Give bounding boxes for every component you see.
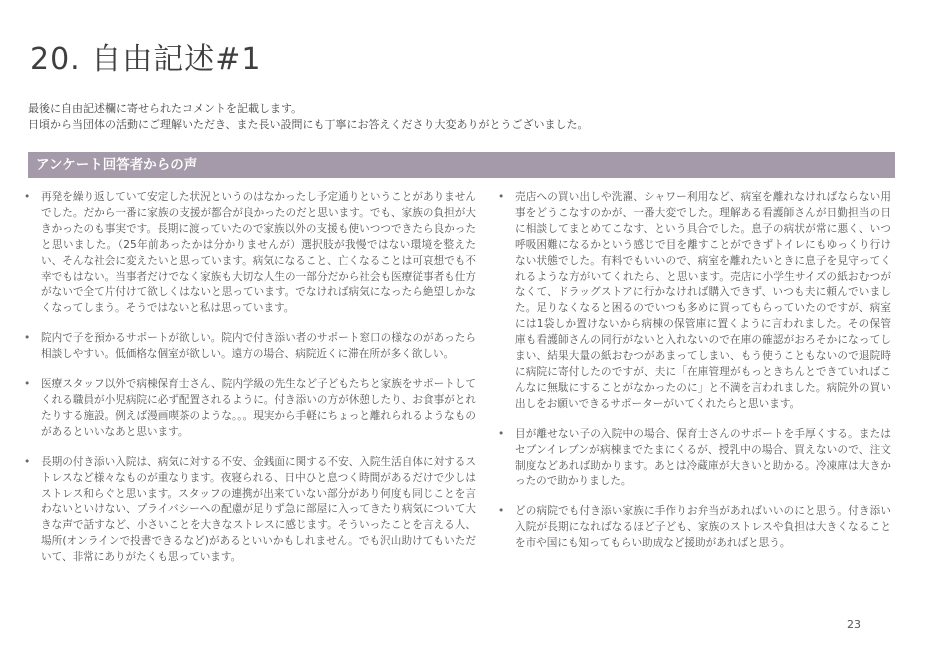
comment-text: 医療スタッフ以外で病棟保育士さん、院内学級の先生など子どもたちと家族をサポートしてくれる職員が小児病院に必ず配置されるように。付き添いの方が休憩したり、お食事がとれたりする施設。例えば漫画喫茶のような。。。現実から手軽にちょっと離れられるようなものがあるといいなあと思います。 [41, 378, 476, 438]
comment-item [498, 190, 891, 413]
intro-text [28, 101, 589, 133]
bullet-icon: • [24, 332, 31, 345]
section-header: アンケート回答者からの声 [28, 152, 895, 178]
bullet-icon: • [498, 427, 505, 440]
intro-line: 最後に自由記述欄に寄せられたコメントを記載します。 [28, 102, 303, 115]
comment-item [24, 377, 476, 441]
comment-item [24, 331, 476, 363]
comment-text: 目が離せない子の入院中の場合、保育士さんのサポートを手厚くする。またはセブンイレブンが病棟までたまにくるが、授乳中の場合、買えないので、注文制度などあれば助かります。あとは冷蔵庫が大きいと助かる。冷凍庫は大きかったので助かりました。 [515, 427, 891, 488]
comment-item [498, 427, 891, 491]
comment-text: 再発を繰り返していて安定した状況というのはなかったし予定通りということがありませんでした。だから一番に家族の支援が都合が良かったのだと思います。でも、家族の負担が大きかったのも事実です。長期に渡っていたので家族以外の支援も使いつつできたら良かったと思いました。（25年前あったかは分かりませんが）選択肢が我慢ではない環境を整えたい、そんな社会に変えたいと思っています。病気になること、亡くなることは可哀想でも不幸でもはない。当事者だけでなく家族も大切な人生の一部分だから社会も医療従事者も仕方がないで全て片付けて欲しくはないと思っています。でなければ病気になったら絶望しかなくなってしまう。そうではないと私は思っています。 [41, 191, 476, 315]
comment-text: 長期の付き添い入院は、病気に対する不安、金銭面に関する不安、入院生活自体に対するストレスなど様々なものが重なります。夜寝られる、日中ひと息つく時間があるだけで少しはストレス和らぐと思います。スタッフの連携が出来ていない部分があり何度も同じことを言わないといけない、プライバシーへの配慮が足りず急に部屋に入ってきたり病気について大きな声で話すなど、小さいことを大きなストレスに感じます。そういったことを言える人、場所(オンラインで投書できるなど)があるといいかもしれません。でも沢山助けてもいただいて、非常にありがたくも思っています。 [41, 455, 476, 564]
comment-text: 院内で子を預かるサポートが欲しい。院内で付き添い者のサポート窓口の様なのがあったら相談しやすい。低価格な個室が欲しい。遠方の場合、病院近くに滞在所が多く欲しい。 [41, 332, 476, 361]
comments-left-column [24, 190, 476, 580]
bullet-icon: • [24, 378, 31, 391]
intro-line: 日頃から当団体の活動にご理解いただき、また長い設問にも丁寧にお答えくださり大変ありがとうございました。 [28, 118, 589, 131]
comment-text: どの病院でも付き添い家族に手作りお弁当があればいいのにと思う。付き添い入院が長期になればなるほど子ども、家族のストレスや負担は大きくなることを市や国にも知ってもらい助成など援助があればと思う。 [515, 505, 891, 550]
page-number: 23 [847, 618, 861, 631]
comment-item [498, 504, 891, 552]
comment-text: 売店への買い出しや洗濯、シャワー利用など、病室を離れなければならない用事をどうこなすのかが、一番大変でした。理解ある看護師さんが日勤担当の日に相談してまとめてこなす、という具合でした。息子の病状が常に悪く、いつ呼吸困難になるかという感じで目を離すことができずトイレにもゆっくり行けない状態でした。有料でもいいので、病室を離れたいときに息子を見守ってくれるような方がいてくれたら、と思います。売店に小学生サイズの紙おむつがなくて、ドラッグストアに行かなければ購入できず、いつも夫に頼んでいました。足りなくなると困るのでいつも多めに買ってもらっていたのですが、病室には1袋しか置けないから病棟の保管庫に置くように言われました。その保管庫も看護師さんの同行がないと入れないので在庫の確認がおろそかになってしまい、結果大量の紙おむつがあまってしまい、もう使うこともないので退院時に病院に寄付したのですが、夫に「在庫管理がもっときちんとできていればこんなに無駄にすることがなかったのに」と不満を言われました。病院外の買い出しをお願いできるサポーターがいてくれたらと思います。 [515, 191, 891, 410]
bullet-icon: • [24, 455, 31, 468]
comment-item [24, 455, 476, 566]
bullet-icon: • [498, 505, 505, 518]
bullet-icon: • [24, 191, 31, 203]
page-title: 20. 自由記述#1 [30, 42, 262, 77]
comments-right-column [498, 190, 891, 566]
bullet-icon: • [498, 191, 505, 203]
comment-item [24, 190, 476, 317]
